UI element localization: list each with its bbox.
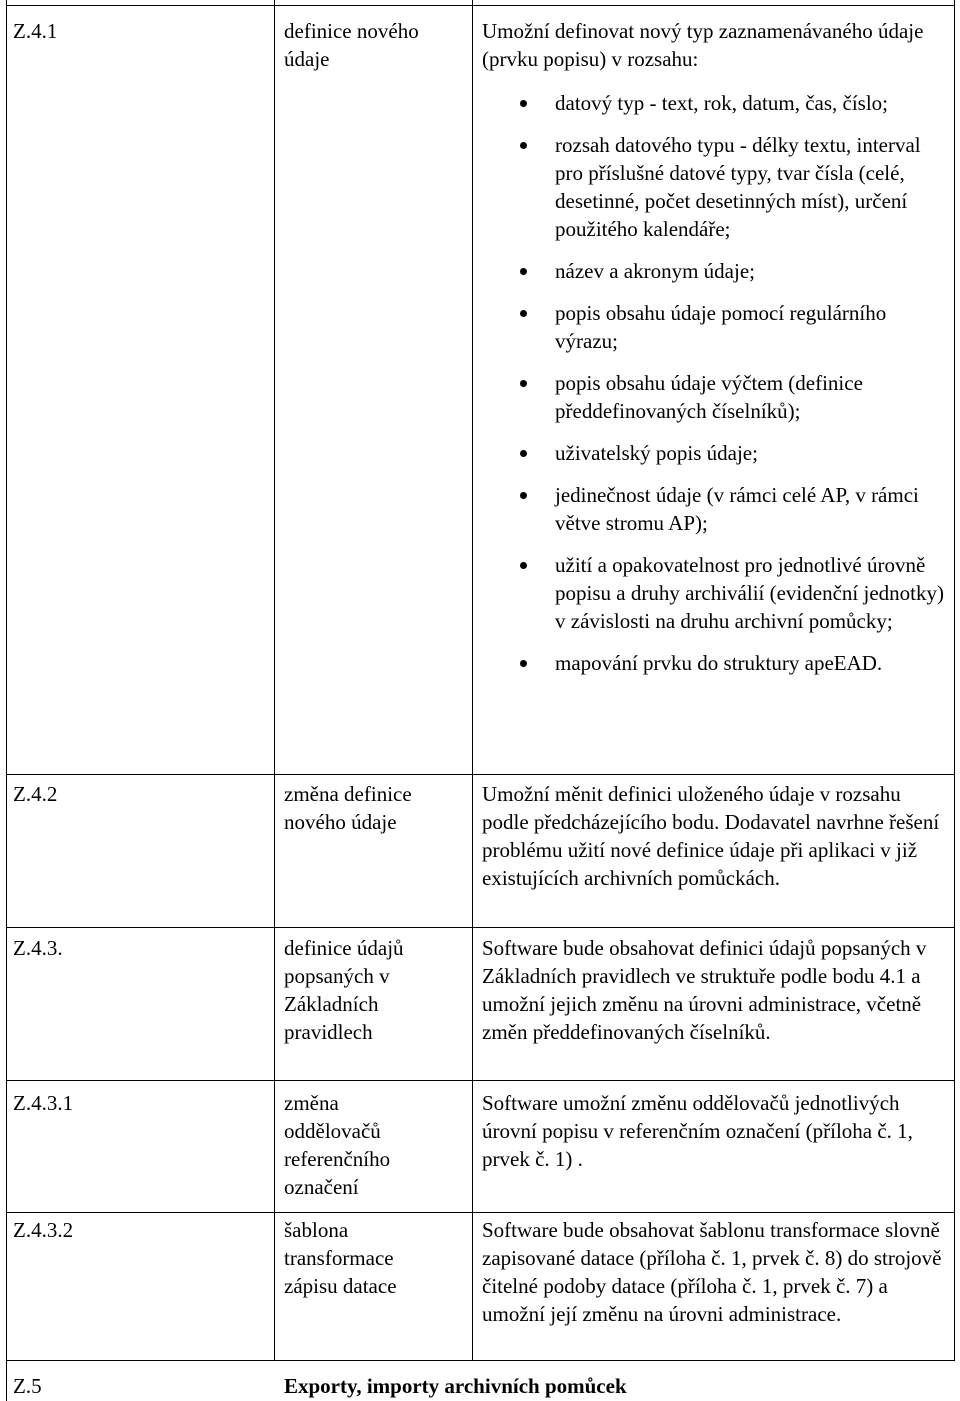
list-item-text: popis obsahu údaje výčtem (definice předdefinovaných číselníků); <box>555 371 863 423</box>
row-description: Software bude obsahovat definici údajů popsaných v Základních pravidlech ve struktuře podle bodu 4.1 a umožní jejich změnu na úrovni administrace, včetně změn předdefinovaných číselníků. <box>482 936 927 1044</box>
table-divider-1 <box>274 0 275 1360</box>
row-separator <box>6 1360 955 1361</box>
list-item <box>482 481 952 537</box>
list-item <box>482 131 952 243</box>
bullet-icon <box>520 380 527 387</box>
bullet-icon <box>520 660 527 667</box>
table-border-left <box>6 0 7 1401</box>
table-divider-2 <box>472 0 473 1360</box>
row-name: definice údajů popsaných v Základních pravidlech <box>284 936 404 1044</box>
row-separator <box>6 774 955 775</box>
list-item-text: uživatelský popis údaje; <box>555 441 758 465</box>
list-item-text: název a akronym údaje; <box>555 259 755 283</box>
bullet-icon <box>520 562 527 569</box>
section-title: Exporty, importy archivních pomůcek <box>284 1374 627 1398</box>
bullet-icon <box>520 268 527 275</box>
list-item <box>482 299 952 355</box>
row-id: Z.4.2 <box>13 782 58 806</box>
row-id: Z.4.3.1 <box>13 1091 74 1115</box>
list-item-text: datový typ - text, rok, datum, čas, číslo; <box>555 91 889 115</box>
requirement-list <box>482 89 952 677</box>
row-description: Software bude obsahovat šablonu transformace slovně zapisované datace (příloha č. 1, prvek č. 8) do strojově čitelné podoby datace (příloha č. 1, prvek č. 7) a umožní její změnu na úrovni administrace. <box>482 1218 942 1326</box>
row-description: Software umožní změnu oddělovačů jednotlivých úrovní popisu v referenčním označení (příloha č. 1, prvek č. 1) . <box>482 1091 913 1171</box>
bullet-icon <box>520 142 527 149</box>
list-item <box>482 89 952 117</box>
list-item <box>482 649 952 677</box>
list-item-text: popis obsahu údaje pomocí regulárního výrazu; <box>555 301 887 353</box>
list-item <box>482 551 952 635</box>
row-name: změna oddělovačů referenčního označení <box>284 1091 391 1199</box>
row-id: Z.4.3.2 <box>13 1218 74 1242</box>
row-name: šablona transformace zápisu datace <box>284 1218 397 1298</box>
list-item-text: mapování prvku do struktury apeEAD. <box>555 651 883 675</box>
table-border-right <box>954 0 955 1360</box>
row-separator <box>6 927 955 928</box>
row-separator <box>6 5 955 6</box>
bullet-icon <box>520 450 527 457</box>
bullet-icon <box>520 310 527 317</box>
list-item-text: jedinečnost údaje (v rámci celé AP, v rámci větve stromu AP); <box>555 483 919 535</box>
row-separator <box>6 1080 955 1081</box>
row-separator <box>6 1212 955 1213</box>
row-description-intro: Umožní definovat nový typ zaznamenávaného údaje (prvku popisu) v rozsahu: <box>482 19 924 71</box>
list-item <box>482 257 952 285</box>
row-description: Umožní měnit definici uloženého údaje v rozsahu podle předcházejícího bodu. Dodavatel navrhne řešení problému užití nové definice údaje při aplikaci v již existujících archivních pomůckách. <box>482 782 940 890</box>
list-item-text: rozsah datového typu - délky textu, interval pro příslušné datové typy, tvar čísla (celé, desetinné, počet desetinných míst), určení použitého kalendáře; <box>555 133 921 241</box>
section-id: Z.5 <box>13 1374 42 1398</box>
bullet-icon <box>520 492 527 499</box>
list-item <box>482 369 952 425</box>
row-id: Z.4.3. <box>13 936 63 960</box>
list-item-text: užití a opakovatelnost pro jednotlivé úrovně popisu a druhy archiválií (evidenční jednotky) v závislosti na druhu archivní pomůcky; <box>555 553 944 633</box>
row-id: Z.4.1 <box>13 19 58 43</box>
list-item <box>482 439 952 467</box>
row-name: změna definice nového údaje <box>284 782 412 834</box>
row-name: definice nového údaje <box>284 19 419 71</box>
bullet-icon <box>520 100 527 107</box>
